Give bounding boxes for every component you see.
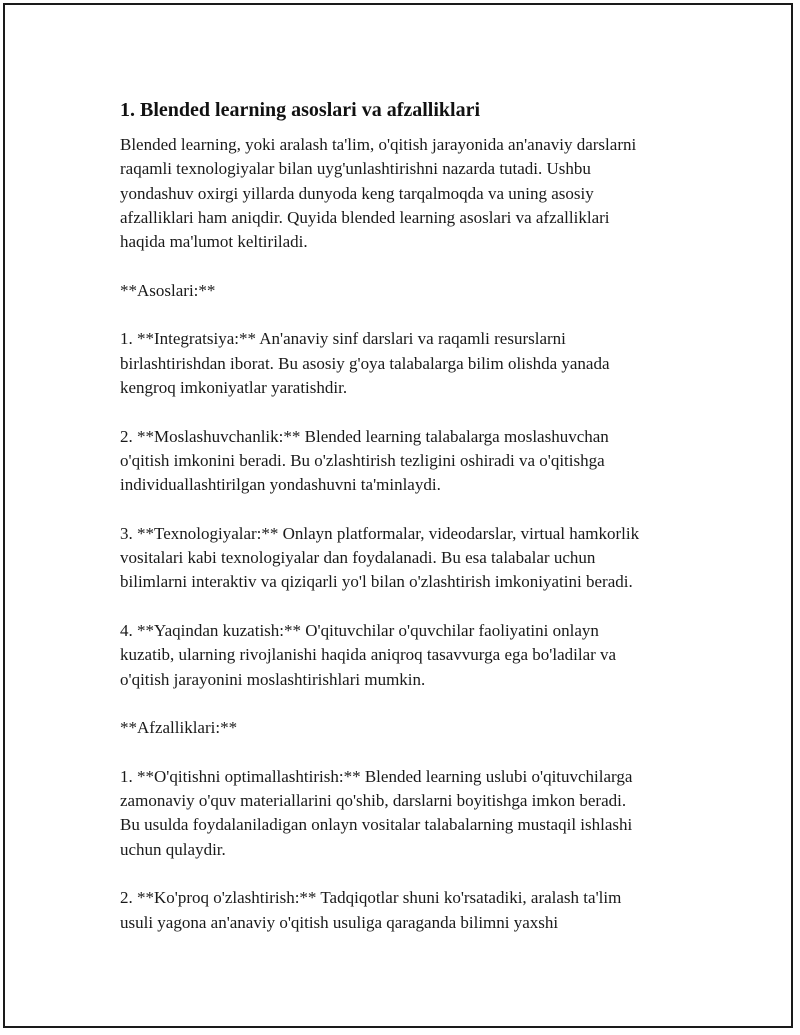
text-line: 1. **O'qitishni optimallashtirish:** Blended learning uslubi o'qituvchilarga — [120, 766, 633, 786]
text-line: o'qitish jarayonini moslashtirishlari mumkin. — [120, 669, 426, 689]
list-item-moslashuvchanlik — [120, 425, 720, 498]
text-line: 2. **Moslashuvchanlik:** Blended learning talabalarga moslashuvchan — [120, 426, 609, 446]
text-line: vositalari kabi texnologiyalar dan foydalanadi. Bu esa talabalar uchun — [120, 548, 596, 568]
subheading-asoslari — [120, 279, 720, 303]
text-line: usuli yagona an'anaviy o'qitish usuliga qaraganda bilimni yaxshi — [120, 912, 559, 932]
subheading-afzalliklari — [120, 716, 720, 740]
text-line: **Asoslari:** — [120, 280, 216, 300]
text-line: Bu usulda foydalaniladigan onlayn vositalar talabalarning mustaqil ishlashi — [120, 815, 633, 835]
text-line: zamonaviy o'quv materiallarini qo'shib, darslarni boyitishga imkon beradi. — [120, 791, 627, 811]
text-line: 1. **Integratsiya:** An'anaviy sinf darslari va raqamli resurslarni — [120, 329, 566, 349]
text-line: kuzatib, ularning rivojlanishi haqida aniqroq tasavvurga ega bo'ladilar va — [120, 645, 617, 665]
text-line: birlashtirishdan iborat. Bu asosiy g'oya talabalarga bilim olishda yanada — [120, 353, 610, 373]
text-line: Blended learning, yoki aralash ta'lim, o'qitish jarayonida an'anaviy darslarni — [120, 135, 637, 154]
text-line: o'qitish imkonini beradi. Bu o'zlashtirish tezligini oshiradi va o'qitishga — [120, 450, 605, 470]
text-line: **Afzalliklari:** — [120, 718, 238, 738]
document-body — [120, 97, 720, 959]
text-line: kengroq imkoniyatlar yaratishdir. — [120, 377, 348, 397]
text-line: yondashuv oxirgi yillarda dunyoda keng tarqalmoqda va uning asosiy — [120, 183, 594, 203]
text-line: 4. **Yaqindan kuzatish:** O'qituvchilar o'quvchilar faoliyatini onlayn — [120, 620, 599, 640]
list-item-integratsiya — [120, 327, 720, 400]
text-line: uchun qulaydir. — [120, 839, 226, 859]
text-line: 3. **Texnologiyalar:** Onlayn platformalar, videodarslar, virtual hamkorlik — [120, 523, 640, 543]
text-line: individuallashtirilgan yondashuvni ta'minlaydi. — [120, 475, 441, 495]
text-line: 2. **Ko'proq o'zlashtirish:** Tadqiqotlar shuni ko'rsatadiki, aralash ta'lim — [120, 888, 622, 908]
text-line: haqida ma'lumot keltiriladi. — [120, 232, 308, 252]
intro-paragraph — [120, 133, 720, 254]
list-item-koproq-ozlashtirish — [120, 886, 720, 935]
document-page — [3, 3, 793, 1028]
list-item-optimallashtirish — [120, 765, 720, 862]
text-line: raqamli texnologiyalar bilan uyg'unlashtirishni nazarda tutadi. Ushbu — [120, 159, 591, 179]
text-line: bilimlarni interaktiv va qiziqarli yo'l bilan o'zlashtirish imkoniyatini beradi. — [120, 572, 633, 592]
text-line: afzalliklari ham aniqdir. Quyida blended learning asoslari va afzalliklari — [120, 207, 610, 227]
list-item-yaqindan-kuzatish — [120, 619, 720, 692]
section-heading: 1. Blended learning asoslari va afzalliklari — [120, 99, 481, 121]
list-item-texnologiyalar — [120, 522, 720, 595]
